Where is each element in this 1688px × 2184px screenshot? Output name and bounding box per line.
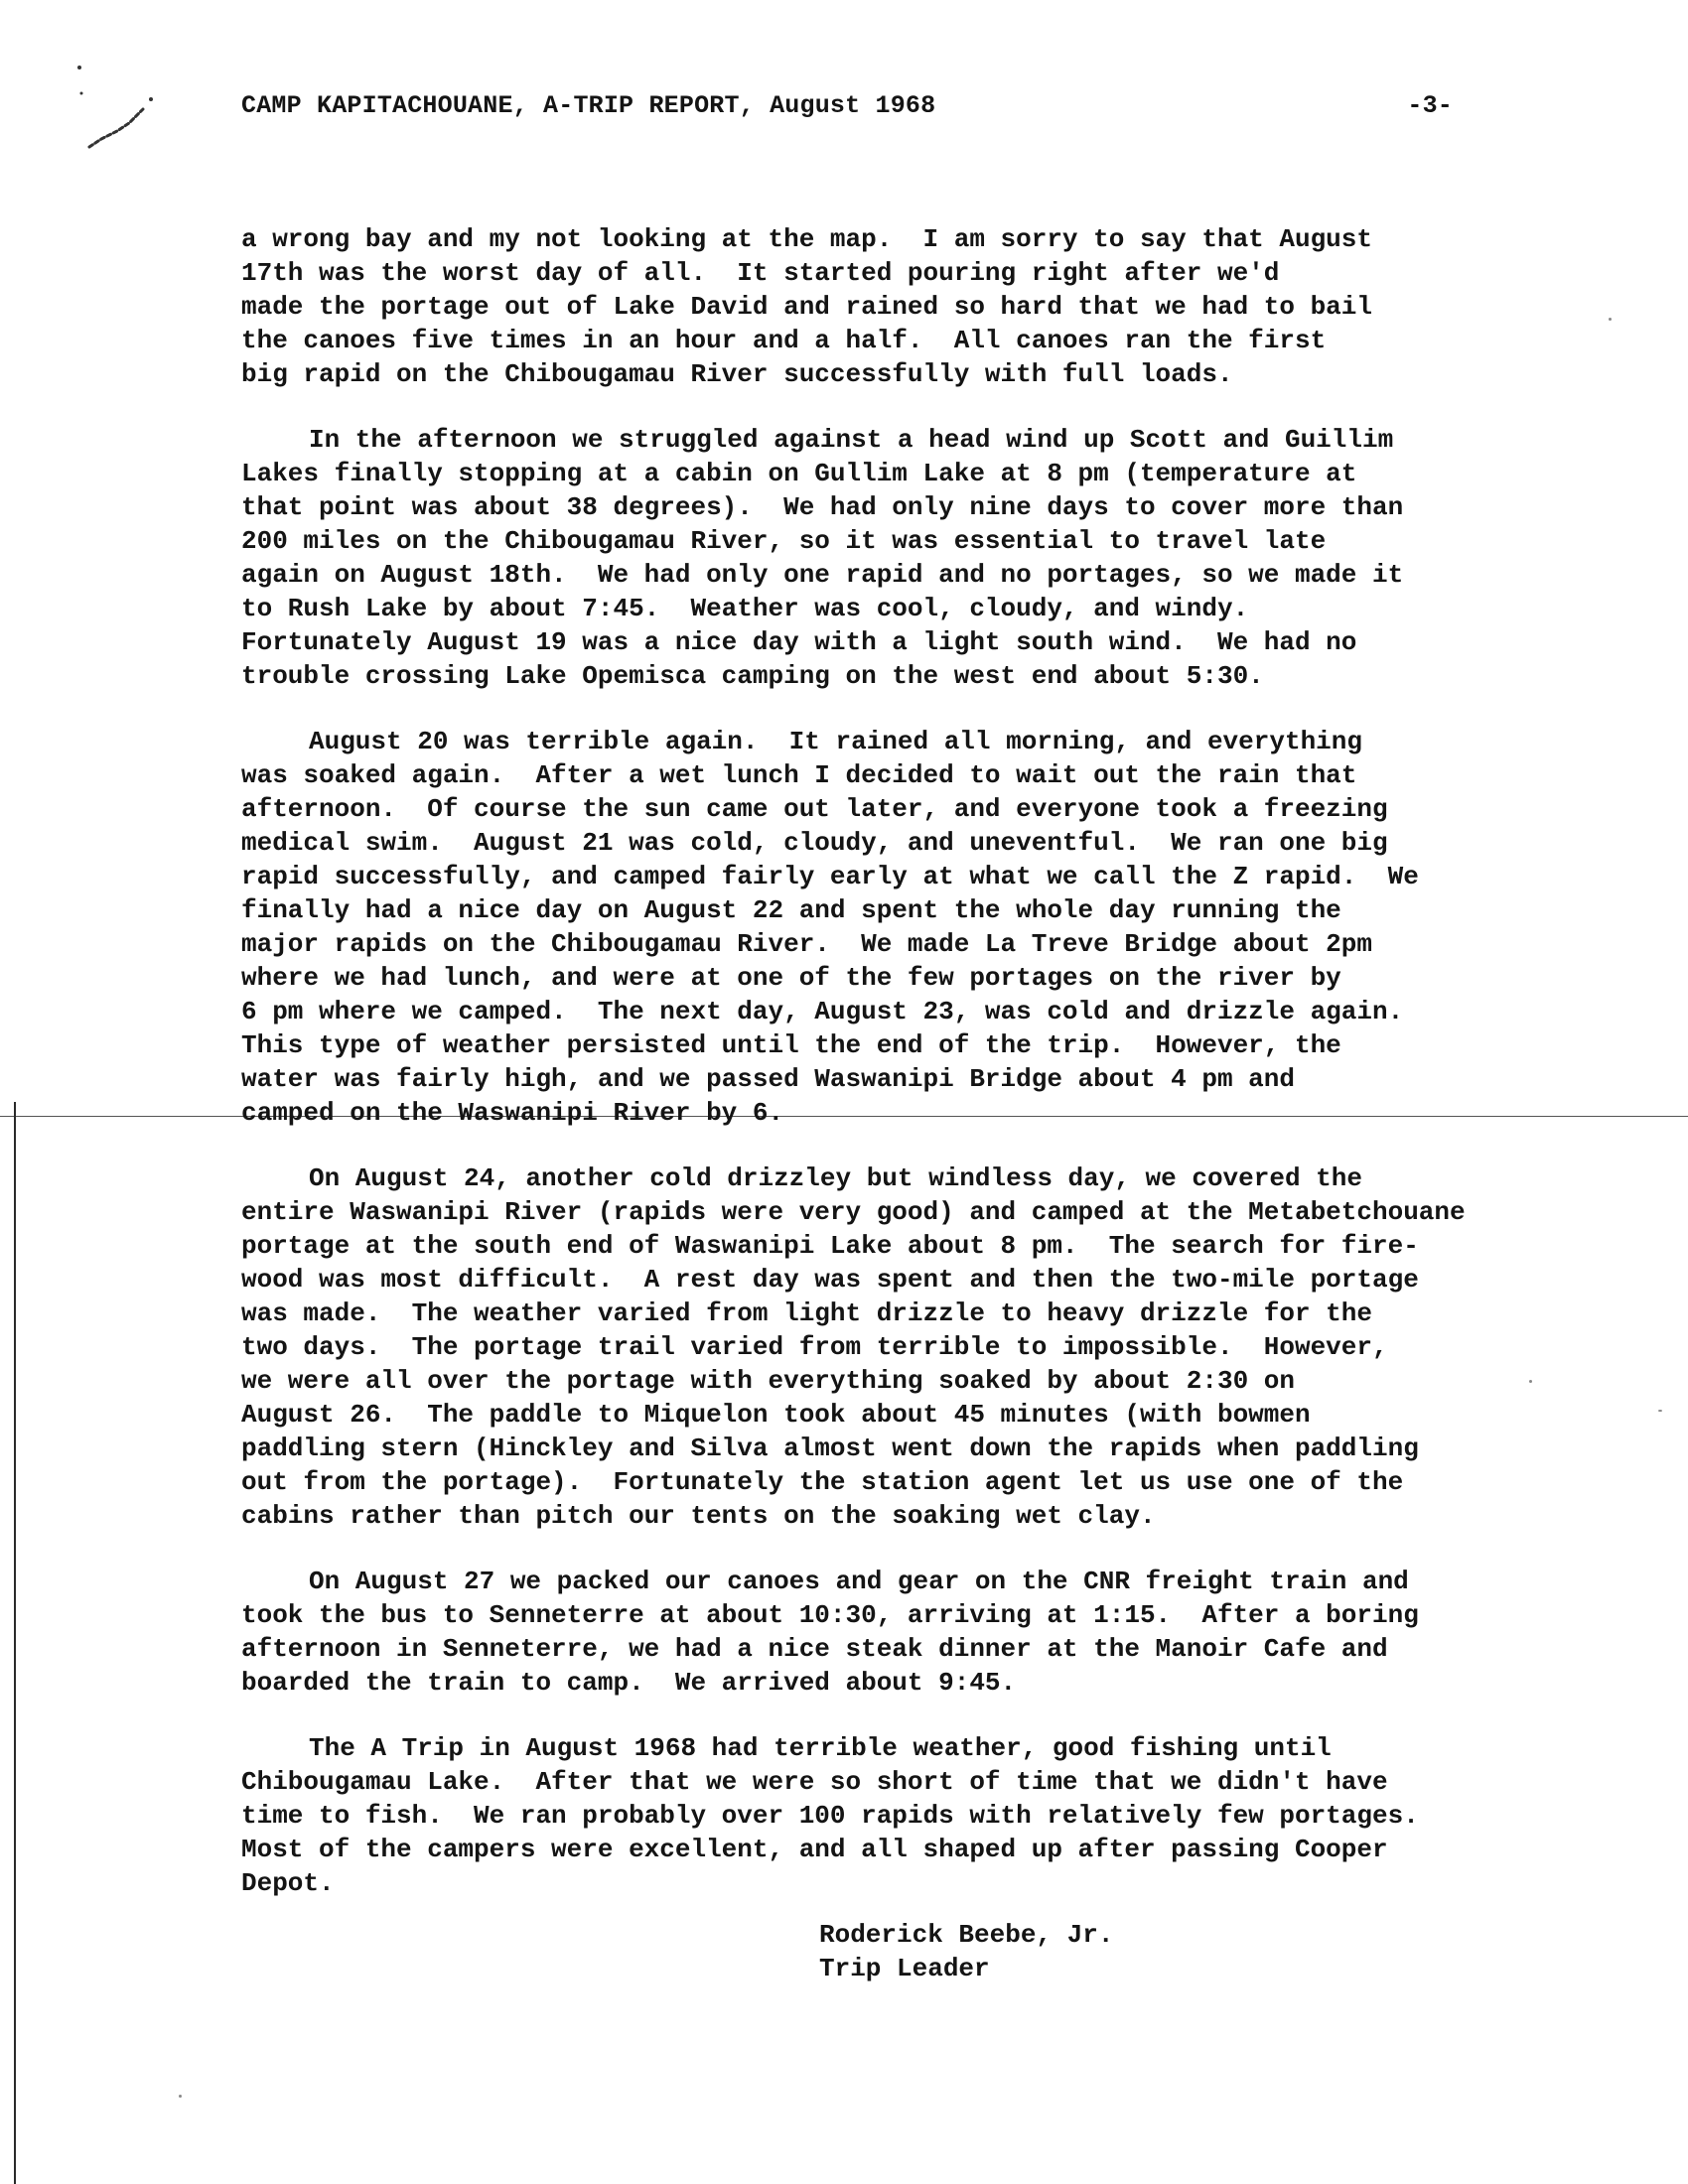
- text-line: boarded the train to camp. We arrived about 9:45.: [241, 1668, 1017, 1698]
- text-line: trouble crossing Lake Opemisca camping on the west end about 5:30.: [241, 661, 1264, 691]
- text-line: rapid successfully, and camped fairly early at what we call the Z rapid. We: [241, 862, 1419, 891]
- scan-speck: [1529, 1380, 1532, 1383]
- text-line: afternoon in Senneterre, we had a nice steak dinner at the Manoir Cafe and: [241, 1634, 1388, 1664]
- text-line: a wrong bay and my not looking at the map. I am sorry to say that August: [241, 224, 1372, 254]
- signature-block: [819, 1918, 1113, 1985]
- page-number: -3-: [1407, 91, 1453, 120]
- text-line: afternoon. Of course the sun came out later, and everyone took a freezing: [241, 794, 1388, 824]
- text-line: This type of weather persisted until the end of the trip. However, the: [241, 1030, 1341, 1060]
- paragraph: [241, 222, 1532, 391]
- text-line: took the bus to Senneterre at about 10:30, arriving at 1:15. After a boring: [241, 1600, 1419, 1630]
- signature-name: Roderick Beebe, Jr.: [819, 1920, 1114, 1950]
- text-line: time to fish. We ran probably over 100 rapids with relatively few portages.: [241, 1801, 1419, 1831]
- text-line: 6 pm where we camped. The next day, August 23, was cold and drizzle again.: [241, 997, 1404, 1026]
- text-line: two days. The portage trail varied from terrible to impossible. However,: [241, 1332, 1388, 1362]
- scan-speck: [1609, 318, 1612, 321]
- text-line: that point was about 38 degrees). We had only nine days to cover more than: [241, 492, 1404, 522]
- text-line: we were all over the portage with everything soaked by about 2:30 on: [241, 1366, 1295, 1396]
- paragraph: [241, 1161, 1532, 1533]
- text-line: August 26. The paddle to Miquelon took about 45 minutes (with bowmen: [241, 1400, 1311, 1430]
- text-line: On August 27 we packed our canoes and gear on the CNR freight train and: [309, 1567, 1409, 1596]
- text-line: major rapids on the Chibougamau River. We made La Treve Bridge about 2pm: [241, 929, 1372, 959]
- text-line: big rapid on the Chibougamau River successfully with full loads.: [241, 359, 1233, 389]
- report-body: [241, 222, 1532, 1932]
- text-line: 17th was the worst day of all. It started pouring right after we'd: [241, 258, 1280, 288]
- text-line: to Rush Lake by about 7:45. Weather was cool, cloudy, and windy.: [241, 594, 1249, 623]
- text-line: Depot.: [241, 1868, 335, 1898]
- text-line: water was fairly high, and we passed Waswanipi Bridge about 4 pm and: [241, 1064, 1295, 1094]
- text-line: finally had a nice day on August 22 and spent the whole day running the: [241, 895, 1341, 925]
- text-line: paddling stern (Hinckley and Silva almost went down the rapids when paddling: [241, 1433, 1419, 1463]
- text-line: On August 24, another cold drizzley but windless day, we covered the: [309, 1163, 1362, 1193]
- report-title: CAMP KAPITACHOUANE, A-TRIP REPORT, August 1968: [241, 91, 936, 120]
- text-line: where we had lunch, and were at one of the few portages on the river by: [241, 963, 1341, 993]
- text-line: portage at the south end of Waswanipi Lake about 8 pm. The search for fire-: [241, 1231, 1419, 1261]
- scan-speck: [179, 2095, 182, 2098]
- text-line: Fortunately August 19 was a nice day with a light south wind. We had no: [241, 627, 1357, 657]
- text-line: Lakes finally stopping at a cabin on Gullim Lake at 8 pm (temperature at: [241, 459, 1357, 488]
- text-line: 200 miles on the Chibougamau River, so it was essential to travel late: [241, 526, 1327, 556]
- text-line: was made. The weather varied from light drizzle to heavy drizzle for the: [241, 1298, 1372, 1328]
- scan-edge-line: [14, 1102, 16, 2184]
- text-line: The A Trip in August 1968 had terrible weather, good fishing until: [309, 1733, 1332, 1763]
- text-line: Chibougamau Lake. After that we were so short of time that we didn't have: [241, 1767, 1388, 1797]
- text-line: out from the portage). Fortunately the station agent let us use one of the: [241, 1467, 1404, 1497]
- text-line: camped on the Waswanipi River by 6.: [241, 1098, 784, 1128]
- text-line: Most of the campers were excellent, and all shaped up after passing Cooper: [241, 1835, 1388, 1864]
- signature-role: Trip Leader: [819, 1954, 990, 1983]
- handwritten-mark-icon: [71, 60, 161, 169]
- text-line: entire Waswanipi River (rapids were very good) and camped at the Metabetchouane: [241, 1197, 1466, 1227]
- paragraph: [241, 1565, 1532, 1700]
- text-line: made the portage out of Lake David and rained so hard that we had to bail: [241, 292, 1372, 322]
- paragraph: [241, 725, 1532, 1130]
- page-header: [241, 91, 1453, 127]
- text-line: the canoes five times in an hour and a half. All canoes ran the first: [241, 326, 1327, 355]
- paragraph: [241, 1731, 1532, 1900]
- text-line: In the afternoon we struggled against a head wind up Scott and Guillim: [309, 425, 1394, 455]
- text-line: medical swim. August 21 was cold, cloudy, and uneventful. We ran one big: [241, 828, 1388, 858]
- text-line: wood was most difficult. A rest day was spent and then the two-mile portage: [241, 1265, 1419, 1295]
- text-line: August 20 was terrible again. It rained all morning, and everything: [309, 727, 1362, 756]
- scan-speck: [1658, 1410, 1662, 1412]
- text-line: was soaked again. After a wet lunch I decided to wait out the rain that: [241, 760, 1357, 790]
- paragraph: [241, 423, 1532, 693]
- text-line: again on August 18th. We had only one rapid and no portages, so we made it: [241, 560, 1404, 590]
- text-line: cabins rather than pitch our tents on the soaking wet clay.: [241, 1501, 1156, 1531]
